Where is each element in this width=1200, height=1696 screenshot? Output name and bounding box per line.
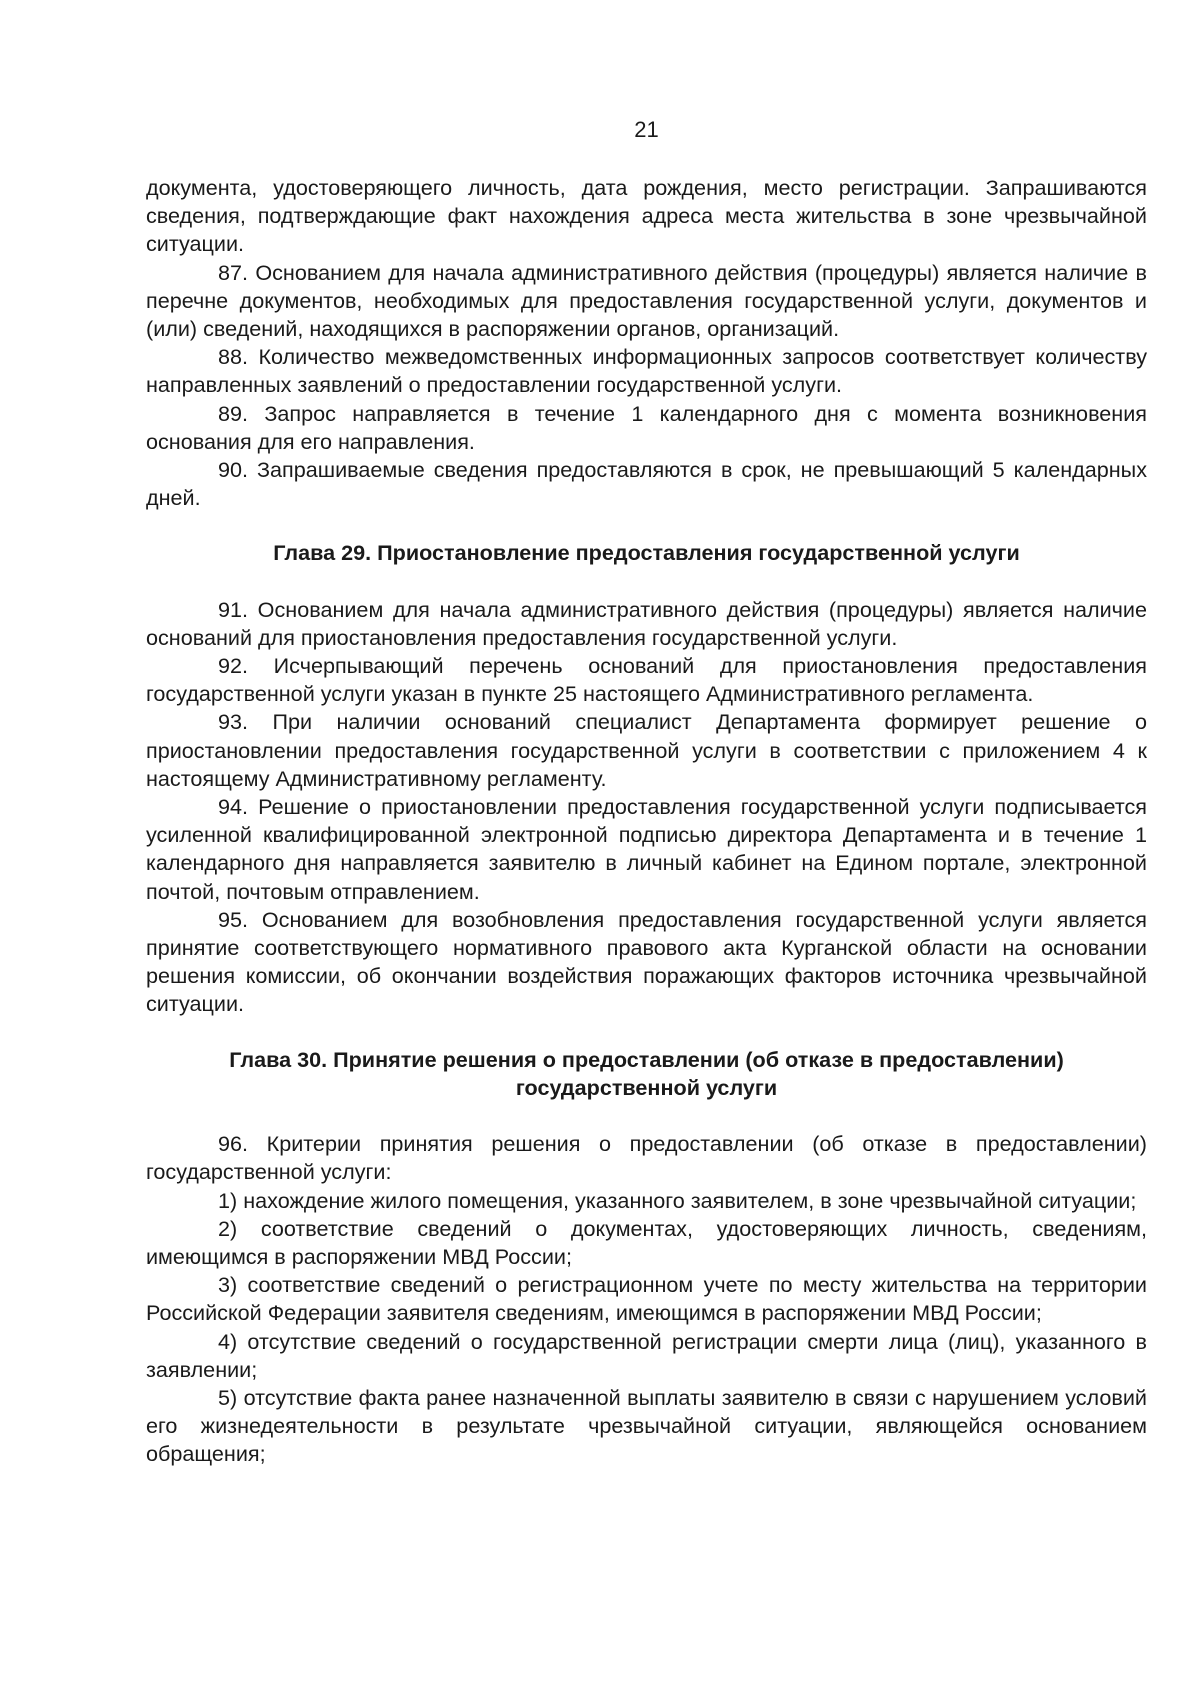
chapter-29-heading: Глава 29. Приостановление предоставления государственной услуги [273,540,1020,566]
page-number: 21 [634,117,659,142]
paragraph-88: 88. Количество межведомственных информационных запросов соответствует количеству направленных заявлений о предоставлении государственной услуги. [146,344,1147,398]
chapter-30-heading: Глава 30. Принятие решения о предоставлении (об отказе в предоставлении) государственной услуги [229,1046,1064,1100]
paragraph-94: 94. Решение о приостановлении предоставления государственной услуги подписывается усиленной квалифицированной электронной подписью директора Департамента и в течение 1 календарного дня направляется заявителю в личный кабинет на Едином портале, электронной почтой, почтовым отправлением. [146,794,1147,904]
paragraph-89: 89. Запрос направляется в течение 1 календарного дня с момента возникновения основания для его направления. [146,400,1147,454]
list-item-1: 1) нахождение жилого помещения, указанного заявителем, в зоне чрезвычайной ситуации; [218,1187,1137,1213]
list-item-4: 4) отсутствие сведений о государственной регистрации смерти лица (лиц), указанного в заявлении; [146,1328,1147,1382]
paragraph-continuation: документа, удостоверяющего личность, дата рождения, место регистрации. Запрашиваются сведения, подтверждающие факт нахождения адреса места жительства в зоне чрезвычайной ситуации. [146,175,1147,257]
paragraph-96: 96. Критерии принятия решения о предоставлении (об отказе в предоставлении) государственной услуги: [146,1131,1147,1185]
paragraph-93: 93. При наличии оснований специалист Департамента формирует решение о приостановлении предоставления государственной услуги в соответствии с приложением 4 к настоящему Административному регламенту. [146,709,1147,791]
paragraph-95: 95. Основанием для возобновления предоставления государственной услуги является принятие соответствующего нормативного правового акта Курганской области на основании решения комиссии, об окончании воздействия поражающих факторов источника чрезвычайной ситуации. [146,906,1147,1017]
paragraph-92: 92. Исчерпывающий перечень оснований для приостановления предоставления государственной услуги указан в пункте 25 настоящего Административного регламента. [146,653,1147,707]
paragraph-87: 87. Основанием для начала административного действия (процедуры) является наличие в перечне документов, необходимых для предоставления государственной услуги, документов и (или) сведений, находящихся в распоряжении органов, организаций. [146,259,1147,342]
list-item-2: 2) соответствие сведений о документах, удостоверяющих личность, сведениям, имеющимся в распоряжении МВД России; [146,1215,1147,1269]
list-item-3: 3) соответствие сведений о регистрационном учете по месту жительства на территории Российской Федерации заявителя сведениям, имеющимся в распоряжении МВД России; [146,1272,1147,1326]
paragraph-91: 91. Основанием для начала административного действия (процедуры) является наличие оснований для приостановления предоставления государственной услуги. [146,596,1147,650]
paragraph-90: 90. Запрашиваемые сведения предоставляются в срок, не превышающий 5 календарных дней. [146,457,1147,511]
list-item-5: 5) отсутствие факта ранее назначенной выплаты заявителю в связи с нарушением условий его жизнедеятельности в результате чрезвычайной ситуации, являющейся основанием обращения; [146,1384,1147,1467]
document-body [146,174,1147,1469]
